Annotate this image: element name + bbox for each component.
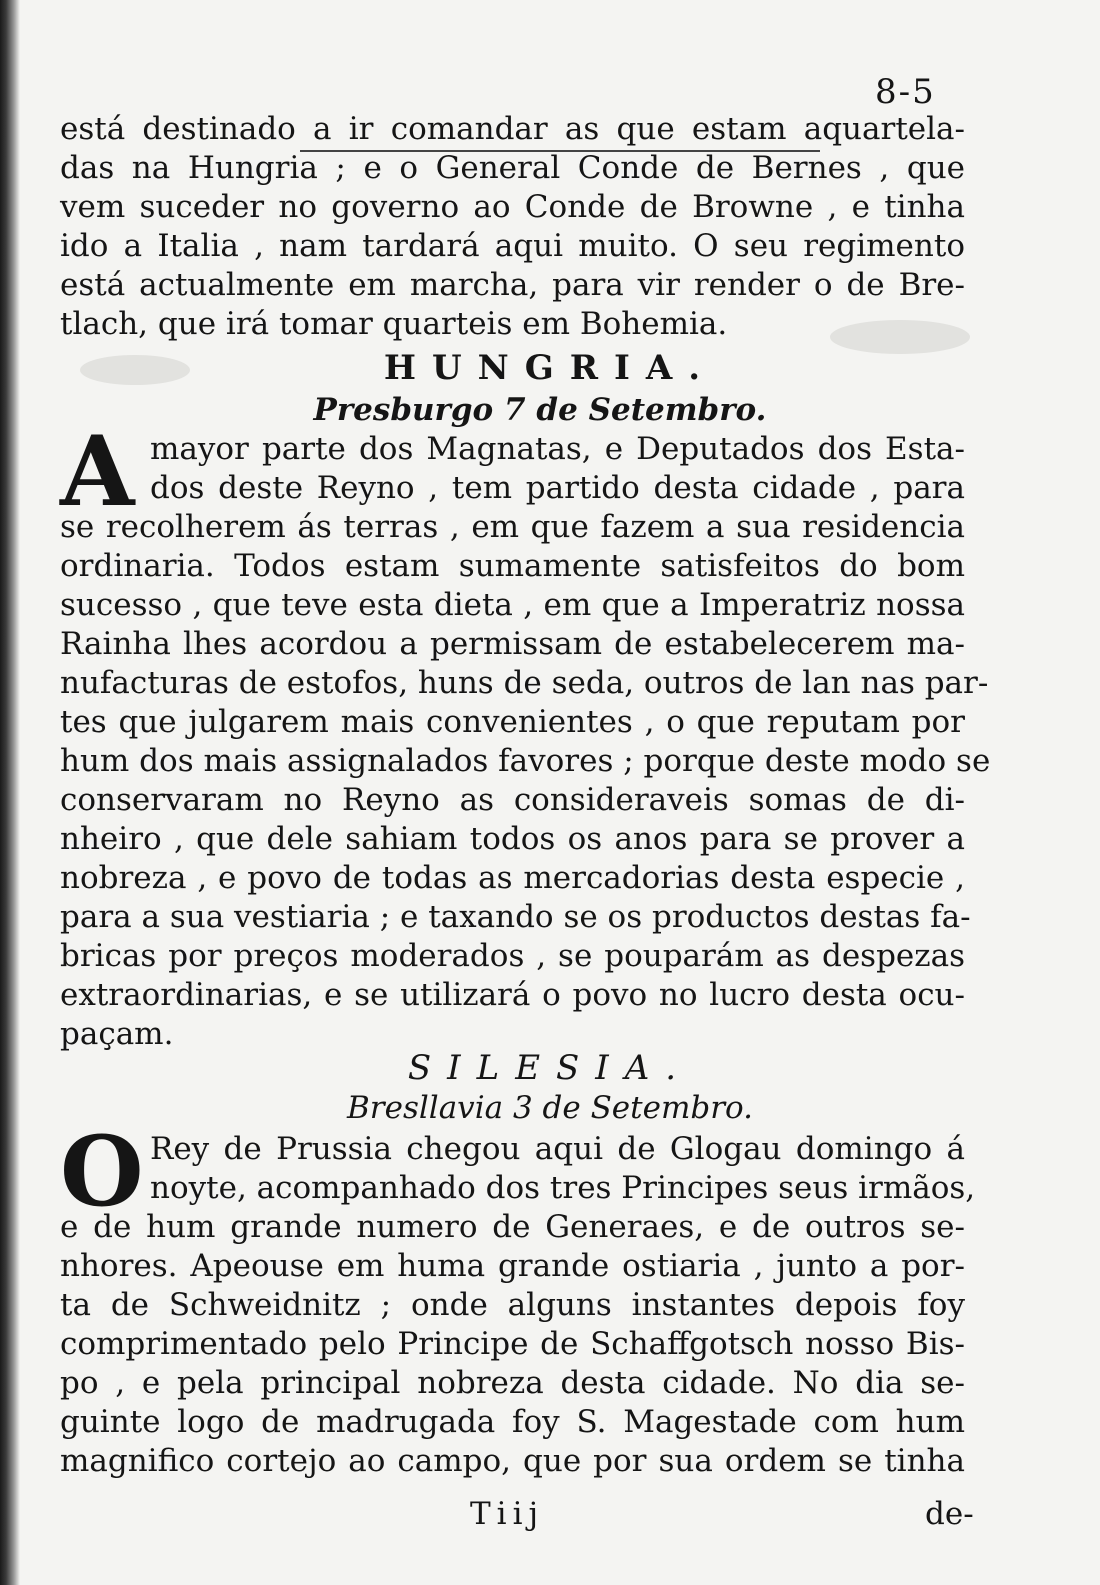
paragraph-hungria <box>60 415 991 1054</box>
catchword: de- <box>925 1496 974 1532</box>
text-line: nobreza , e povo de todas as mercadorias desta especie , <box>60 860 965 896</box>
text-line: bricas por preços moderados , se pouparám as despezas <box>60 938 965 974</box>
section-heading-silesia: SILESIA. <box>407 1048 693 1088</box>
drop-cap: A <box>60 415 135 528</box>
text-line: das na Hungria ; e o General Conde de Bernes , que <box>60 150 965 186</box>
dateline-bresllavia: Bresllavia 3 de Setembro. <box>347 1090 753 1126</box>
text-line: ordinaria. Todos estam sumamente satisfeitos do bom <box>60 548 965 584</box>
text-line: ido a Italia , nam tardará aqui muito. O seu regimento <box>60 228 965 264</box>
paragraph-silesia <box>60 1115 976 1481</box>
text-line: noyte, acompanhado dos tres Principes seus irmãos, <box>150 1170 976 1206</box>
text-line: Rainha lhes acordou a permissam de estabelecerem ma- <box>60 626 965 662</box>
text-line: sucesso , que teve esta dieta , em que a Imperatriz nossa <box>60 587 965 623</box>
text-line: po , e pela principal nobreza desta cidade. No dia se- <box>60 1365 965 1401</box>
continuation-paragraph <box>60 110 965 344</box>
text-line: paçam. <box>60 1016 174 1052</box>
text-line: guinte logo de madrugada foy S. Magestade com hum <box>60 1404 965 1440</box>
section-heading-hungria: HUNGRIA. <box>383 348 717 388</box>
text-line: extraordinarias, e se utilizará o povo no lucro desta ocu- <box>60 977 965 1013</box>
text-line: magnifico cortejo ao campo, que por sua ordem se tinha <box>60 1443 965 1479</box>
text-line: nufacturas de estofos, huns de seda, outros de lan nas par- <box>60 665 989 701</box>
signature-mark: Tiij <box>470 1496 545 1532</box>
text-line: comprimentado pelo Principe de Schaffgotsch nosso Bis- <box>60 1326 965 1362</box>
drop-cap: O <box>60 1115 144 1228</box>
text-line: ta de Schweidnitz ; onde alguns instantes depois foy <box>60 1287 965 1323</box>
text-line: para a sua vestiaria ; e taxando se os productos destas fa- <box>60 899 971 935</box>
text-line: dos deste Reyno , tem partido desta cidade , para <box>150 470 965 506</box>
text-line: tes que julgarem mais convenientes , o que reputam por <box>60 704 965 740</box>
text-line: mayor parte dos Magnatas, e Deputados dos Esta- <box>150 431 965 467</box>
text-line: conservaram no Reyno as consideraveis somas de di- <box>60 782 965 818</box>
text-line: nheiro , que dele sahiam todos os anos para se prover a <box>60 821 965 857</box>
page-number: 8-5 <box>875 72 936 112</box>
text-line: tlach, que irá tomar quarteis em Bohemia. <box>60 306 728 342</box>
text-line: nhores. Apeouse em huma grande ostiaria , junto a por- <box>60 1248 965 1284</box>
text-line: e de hum grande numero de Generaes, e de outros se- <box>60 1209 965 1245</box>
dateline-presburgo: Presburgo 7 de Setembro. <box>313 392 767 428</box>
text-line: está actualmente em marcha, para vir render o de Bre- <box>60 267 965 303</box>
text-line: vem suceder no governo ao Conde de Browne , e tinha <box>60 189 965 225</box>
text-line: se recolherem ás terras , em que fazem a sua residencia <box>60 509 965 545</box>
page-binding-shadow <box>0 0 20 1585</box>
text-line: Rey de Prussia chegou aqui de Glogau domingo á <box>150 1131 965 1167</box>
text-line: hum dos mais assignalados favores ; porque deste modo se <box>60 743 991 779</box>
text-line: está destinado a ir comandar as que estam aquartela- <box>60 111 965 147</box>
